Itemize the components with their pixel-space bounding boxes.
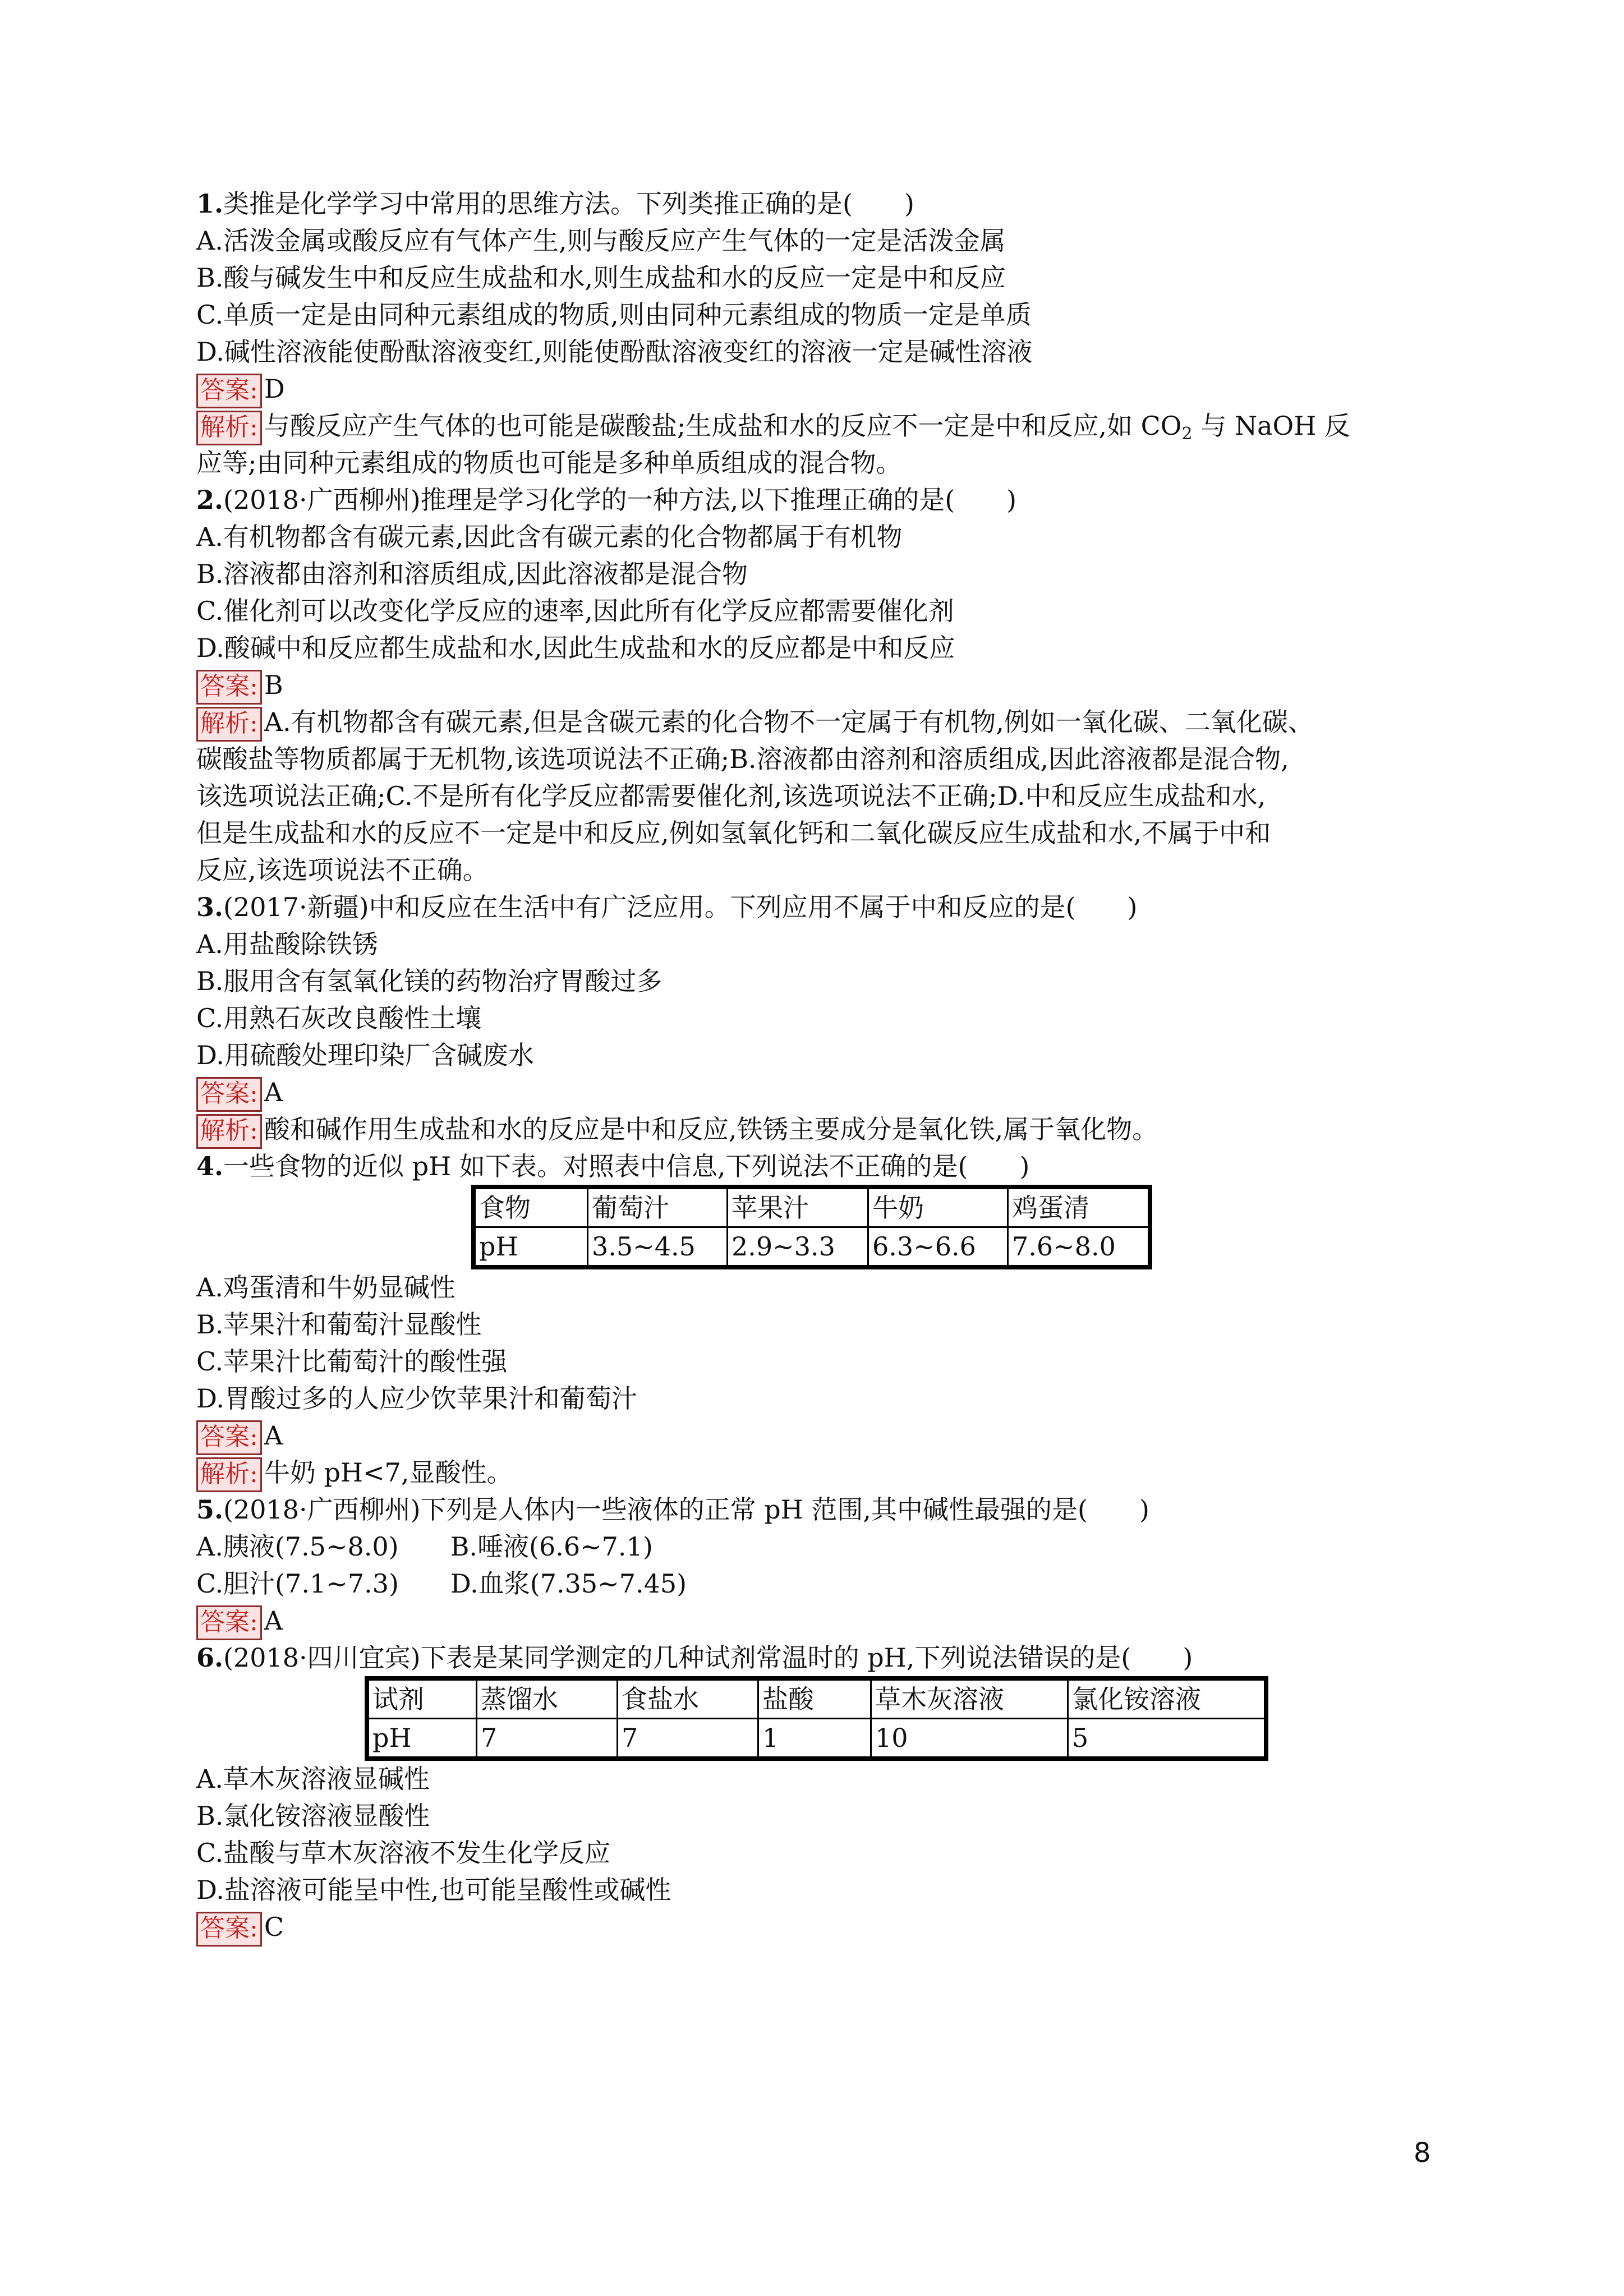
answer-tag[interactable]: 答案:: [196, 1912, 262, 1947]
option-a: A.草木灰溶液显碱性: [196, 1764, 430, 1794]
option-d: D.酸碱中和反应都生成盐和水,因此生成盐和水的反应都是中和反应: [196, 633, 955, 663]
analysis-tag[interactable]: 解析:: [196, 1457, 262, 1492]
analysis-line: 该选项说法正确;C.不是所有化学反应都需要催化剂,该选项说法不正确;D.中和反应生成盐和水,: [196, 781, 1266, 811]
analysis-line: 碳酸盐等物质都属于无机物,该选项说法不正确;B.溶液都由溶剂和溶质组成,因此溶液都是混合物,: [196, 744, 1289, 774]
analysis-line: 但是生成盐和水的反应不一定是中和反应,例如氢氧化钙和二氧化碳反应生成盐和水,不属于中和: [196, 818, 1271, 848]
option-c: C.苹果汁比葡萄汁的酸性强: [196, 1346, 508, 1377]
question-3-stem: [196, 889, 1475, 926]
table-cell: 3.5~4.5: [588, 1227, 728, 1268]
question-4-stem: [196, 1148, 1475, 1185]
answer-value: C: [264, 1912, 284, 1942]
analysis-text: 与酸反应产生气体的也可能是碳酸盐;生成盐和水的反应不一定是中和反应,如 CO: [264, 411, 1182, 441]
answer-value: A: [264, 1605, 283, 1636]
analysis-line: [196, 1111, 1475, 1148]
table-header-row: [367, 1678, 1266, 1719]
question-number: 5.: [196, 1494, 224, 1525]
analysis-line: 反应,该选项说法不正确。: [196, 855, 489, 885]
table-cell: 苹果汁: [728, 1187, 868, 1227]
table-cell: 氯化铵溶液: [1068, 1678, 1267, 1719]
analysis-text: 与 NaOH 反: [1192, 411, 1350, 441]
option-d: D.用硫酸处理印染厂含碱废水: [196, 1040, 534, 1070]
option-d: D.碱性溶液能使酚酞溶液变红,则能使酚酞溶液变红的溶液一定是碱性溶液: [196, 337, 1033, 367]
table-cell: 7.6~8.0: [1008, 1227, 1151, 1268]
question-text: (2018·广西柳州)推理是学习化学的一种方法,以下推理正确的是( ): [223, 485, 1017, 515]
analysis-tag[interactable]: 解析:: [196, 411, 262, 445]
analysis-text: 酸和碱作用生成盐和水的反应是中和反应,铁锈主要成分是氧化铁,属于氧化物。: [264, 1114, 1158, 1144]
page-number: 8: [1414, 2137, 1431, 2169]
analysis-line: [196, 703, 1475, 740]
question-2-stem: [196, 481, 1475, 518]
question-number: 2.: [196, 485, 224, 515]
option-b: B.溶液都由溶剂和溶质组成,因此溶液都是混合物: [196, 559, 748, 589]
option-b: B.苹果汁和葡萄汁显酸性: [196, 1309, 482, 1340]
answer-line: [196, 666, 1475, 703]
question-text: 类推是化学学习中常用的思维方法。下列类推正确的是( ): [223, 188, 914, 219]
question-number: 1.: [196, 188, 224, 219]
table-cell: 食物: [473, 1187, 588, 1227]
answer-line: [196, 1908, 1475, 1945]
analysis-tag[interactable]: 解析:: [196, 1114, 262, 1149]
analysis-line: 应等;由同种元素组成的物质也可能是多种单质组成的混合物。: [196, 448, 902, 478]
option-a: A.活泼金属或酸反应有气体产生,则与酸反应产生气体的一定是活泼金属: [196, 226, 1006, 256]
table-row: [473, 1227, 1150, 1268]
table-header-row: [473, 1187, 1150, 1227]
table-cell: pH: [473, 1227, 588, 1268]
analysis-line: [196, 1454, 1475, 1491]
food-ph-table-wrap: [196, 1185, 1475, 1269]
answer-tag[interactable]: 答案:: [196, 670, 262, 705]
table-cell: 7: [477, 1719, 618, 1759]
answer-value: B: [264, 670, 283, 700]
table-cell: 食盐水: [618, 1678, 758, 1719]
table-cell: pH: [367, 1719, 477, 1759]
table-cell: 1: [758, 1719, 871, 1759]
answer-tag[interactable]: 答案:: [196, 1077, 262, 1112]
analysis-line: [196, 407, 1475, 444]
answer-tag[interactable]: 答案:: [196, 1420, 262, 1455]
table-cell: 牛奶: [868, 1187, 1008, 1227]
table-cell: 10: [871, 1719, 1068, 1759]
answer-tag[interactable]: 答案:: [196, 1605, 262, 1640]
answer-line: [196, 1417, 1475, 1454]
option-b: B.服用含有氢氧化镁的药物治疗胃酸过多: [196, 966, 663, 996]
question-text: 一些食物的近似 pH 如下表。对照表中信息,下列说法不正确的是( ): [223, 1151, 1030, 1181]
option-c: C.催化剂可以改变化学反应的速率,因此所有化学反应都需要催化剂: [196, 596, 954, 626]
option-c: C.用熟石灰改良酸性土壤: [196, 1003, 482, 1033]
table-cell: 7: [618, 1719, 758, 1759]
reagent-ph-table-wrap: [196, 1676, 1475, 1760]
analysis-tag[interactable]: 解析:: [196, 707, 262, 742]
question-text: (2018·四川宜宾)下表是某同学测定的几种试剂常温时的 pH,下列说法错误的是( ): [223, 1642, 1193, 1673]
question-number: 6.: [196, 1642, 224, 1673]
question-number: 4.: [196, 1151, 224, 1181]
page-content: [196, 185, 1475, 1945]
option-b: B.氯化铵溶液显酸性: [196, 1801, 430, 1831]
option-cd: C.胆汁(7.1~7.3) D.血浆(7.35~7.45): [196, 1568, 687, 1599]
option-d: D.盐溶液可能呈中性,也可能呈酸性或碱性: [196, 1875, 671, 1905]
food-ph-table: [471, 1185, 1152, 1269]
answer-line: [196, 370, 1475, 407]
option-d: D.胃酸过多的人应少饮苹果汁和葡萄汁: [196, 1383, 637, 1414]
subscript: 2: [1181, 424, 1193, 444]
table-cell: 2.9~3.3: [728, 1227, 868, 1268]
reagent-ph-table: [365, 1676, 1268, 1761]
table-cell: 试剂: [367, 1678, 477, 1719]
option-a: A.用盐酸除铁锈: [196, 929, 378, 959]
table-cell: 5: [1068, 1719, 1267, 1759]
table-cell: 蒸馏水: [477, 1678, 618, 1719]
answer-line: [196, 1074, 1475, 1111]
table-cell: 盐酸: [758, 1678, 871, 1719]
answer-tag[interactable]: 答案:: [196, 374, 262, 408]
option-ab: A.胰液(7.5~8.0) B.唾液(6.6~7.1): [196, 1531, 653, 1562]
question-1-stem: [196, 185, 1475, 222]
table-cell: 草木灰溶液: [871, 1678, 1068, 1719]
question-text: (2018·广西柳州)下列是人体内一些液体的正常 pH 范围,其中碱性最强的是( ): [223, 1494, 1149, 1525]
answer-value: A: [264, 1420, 283, 1451]
question-5-stem: [196, 1491, 1475, 1528]
analysis-text: A.有机物都含有碳元素,但是含碳元素的化合物不一定属于有机物,例如一氧化碳、二氧化碳、: [264, 707, 1314, 737]
table-cell: 鸡蛋清: [1008, 1187, 1151, 1227]
analysis-text: 牛奶 pH<7,显酸性。: [264, 1457, 513, 1488]
option-b: B.酸与碱发生中和反应生成盐和水,则生成盐和水的反应一定是中和反应: [196, 263, 1006, 293]
option-a: A.有机物都含有碳元素,因此含有碳元素的化合物都属于有机物: [196, 522, 903, 552]
answer-value: A: [264, 1077, 283, 1107]
table-cell: 6.3~6.6: [868, 1227, 1008, 1268]
table-row: [367, 1719, 1266, 1759]
option-c: C.单质一定是由同种元素组成的物质,则由同种元素组成的物质一定是单质: [196, 300, 1032, 330]
question-number: 3.: [196, 892, 224, 922]
answer-line: [196, 1602, 1475, 1639]
answer-value: D: [264, 374, 285, 404]
option-c: C.盐酸与草木灰溶液不发生化学反应: [196, 1838, 611, 1868]
table-cell: 葡萄汁: [588, 1187, 728, 1227]
question-6-stem: [196, 1639, 1475, 1676]
option-a: A.鸡蛋清和牛奶显碱性: [196, 1272, 456, 1303]
question-text: (2017·新疆)中和反应在生活中有广泛应用。下列应用不属于中和反应的是( ): [223, 892, 1138, 922]
